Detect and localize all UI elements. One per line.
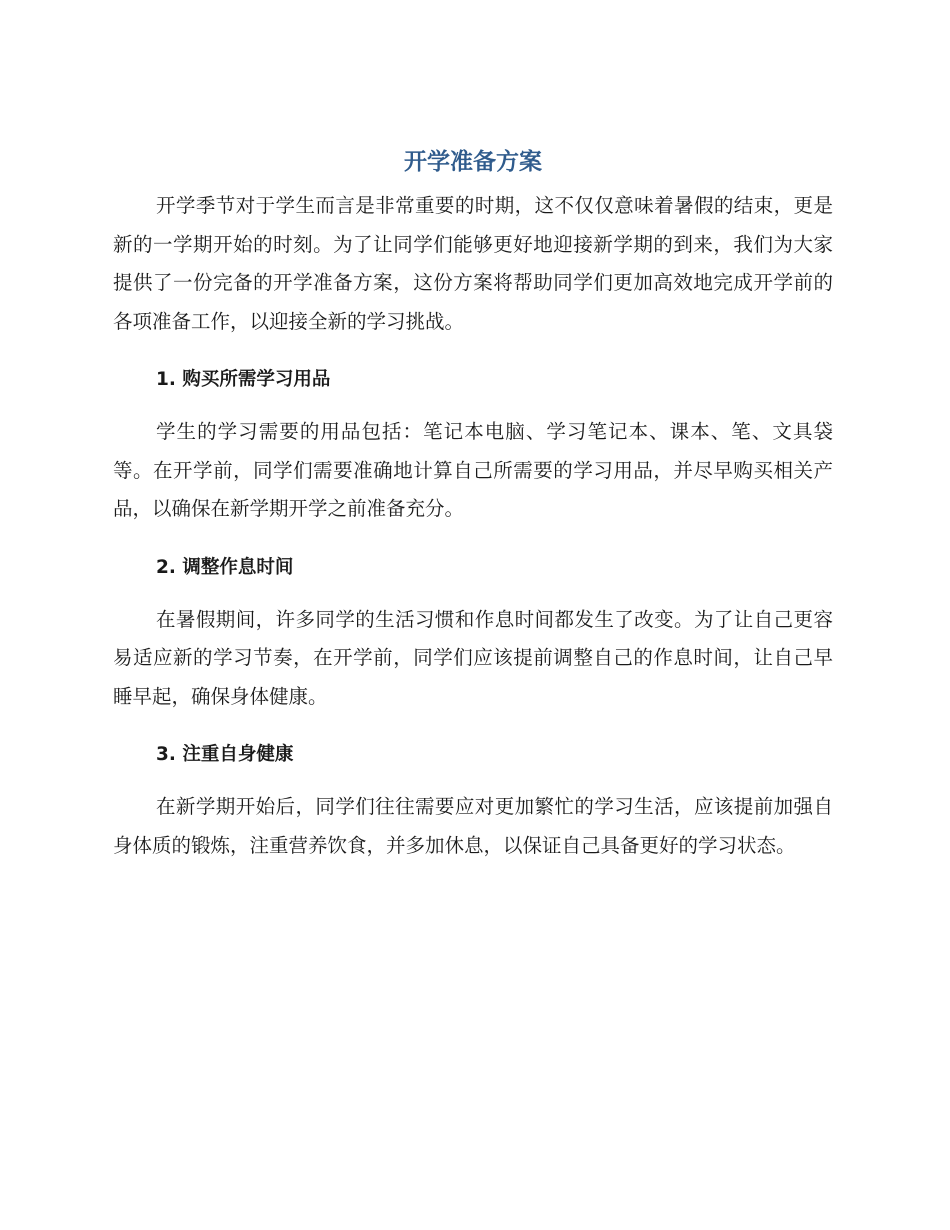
section-body-3: 在新学期开始后，同学们往往需要应对更加繁忙的学习生活，应该提前加强自身体质的锻炼，注重营养饮食，并多加休息，以保证自己具备更好的学习状态。	[113, 795, 833, 857]
document-page	[113, 140, 833, 865]
section-body-1: 学生的学习需要的用品包括：笔记本电脑、学习笔记本、课本、笔、文具袋等。在开学前，同学们需要准确地计算自己所需要的学习用品，并尽早购买相关产品，以确保在新学期开学之前准备充分。	[113, 420, 833, 520]
section-heading-3: 3. 注重自身健康	[156, 744, 294, 765]
page-title: 开学准备方案	[404, 149, 542, 175]
section-body-2: 在暑假期间，许多同学的生活习惯和作息时间都发生了改变。为了让自己更容易适应新的学习节奏，在开学前，同学们应该提前调整自己的作息时间，让自己早睡早起，确保身体健康。	[113, 607, 833, 708]
section-heading-1: 1. 购买所需学习用品	[156, 369, 331, 390]
intro-paragraph: 开学季节对于学生而言是非常重要的时期，这不仅仅意味着暑假的结束，更是新的一学期开始的时刻。为了让同学们能够更好地迎接新学期的到来，我们为大家提供了一份完备的开学准备方案，这份方案将帮助同学们更加高效地完成开学前的各项准备工作，以迎接全新的学习挑战。	[113, 194, 833, 333]
section-heading-2: 2. 调整作息时间	[156, 556, 294, 578]
